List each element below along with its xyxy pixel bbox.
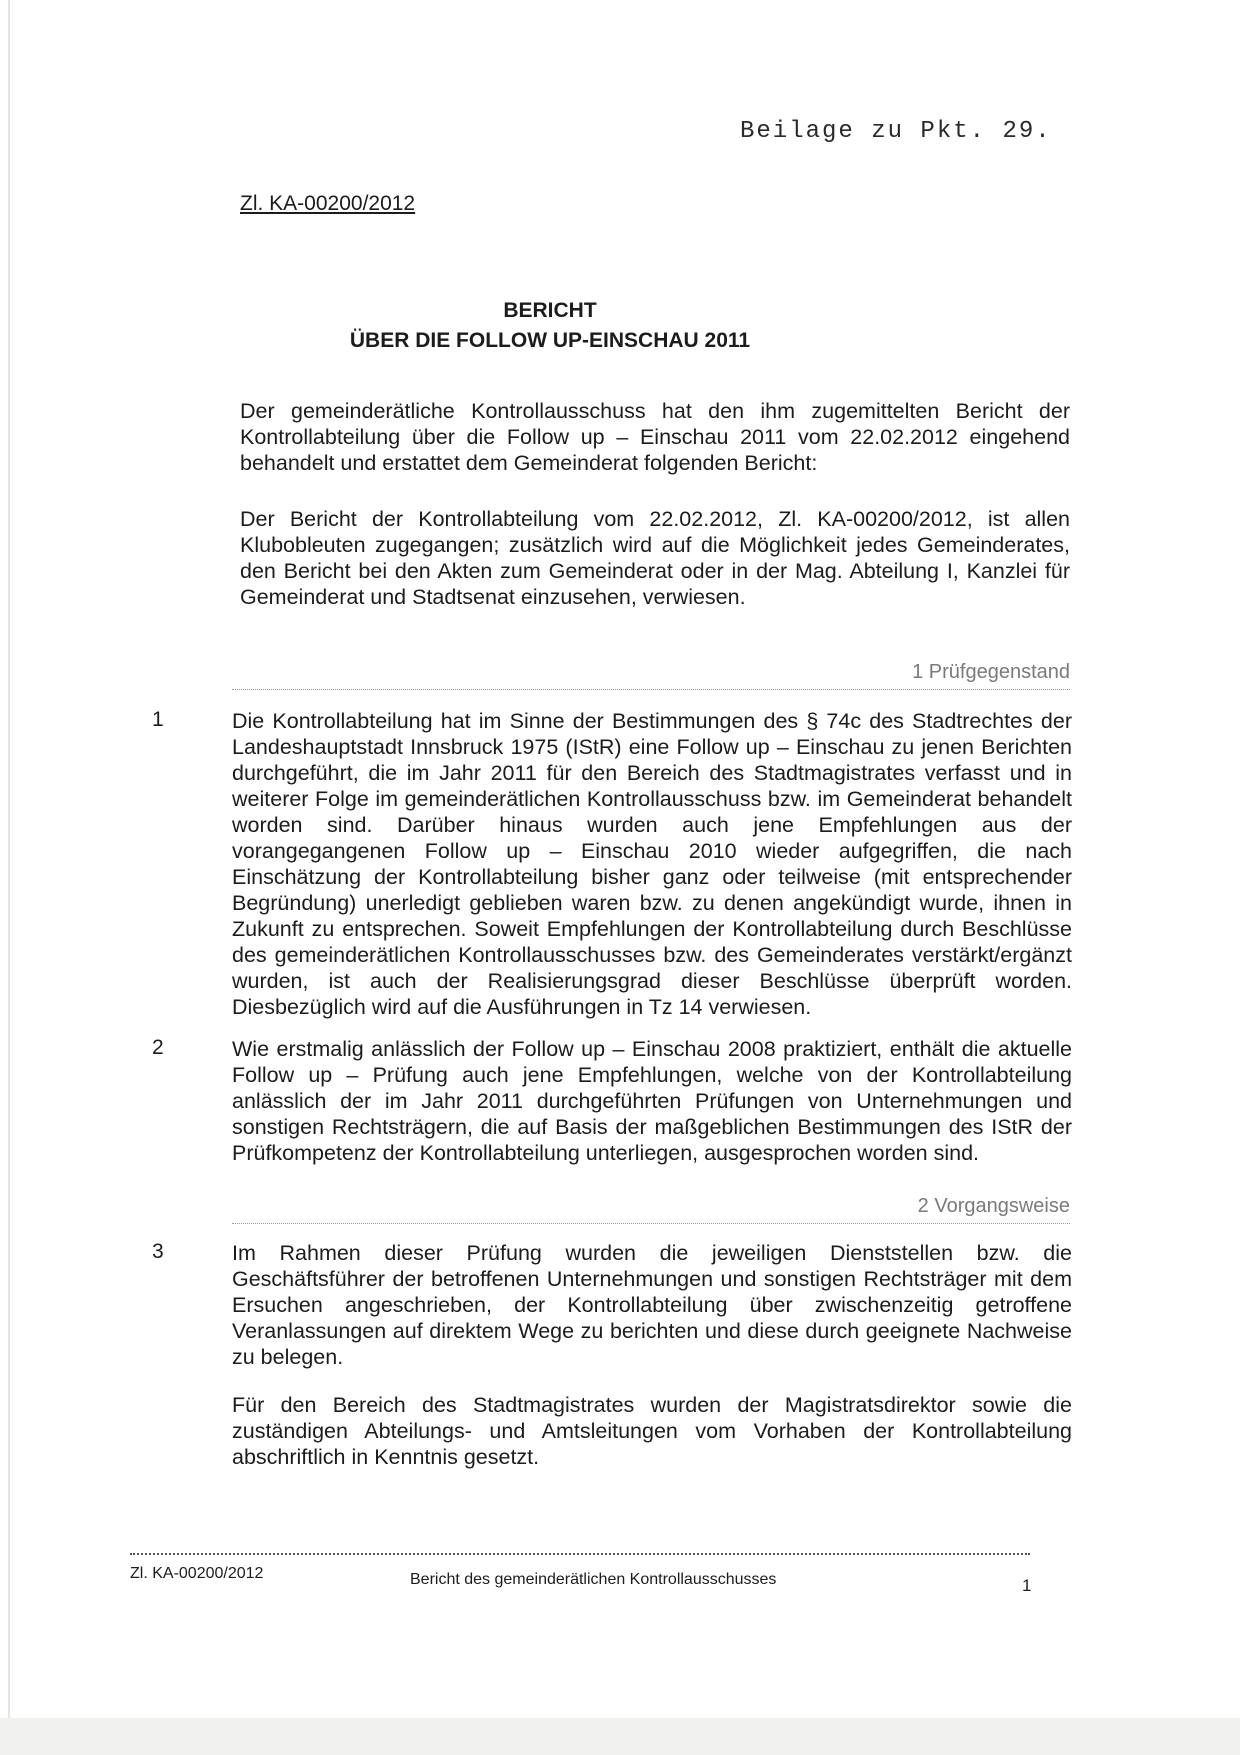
tz-paragraph: Für den Bereich des Stadtmagistrates wurden der Magistratsdirektor sowie die zuständigen Abteilungs- und Amtsleitungen vom Vorhaben der Kontrollabteilung abschriftlich in Kenntnis gesetzt.	[232, 1393, 1072, 1469]
footer-reference: Zl. KA-00200/2012	[130, 1565, 264, 1582]
section-rule	[232, 689, 1070, 690]
tz-number: 1	[152, 708, 164, 731]
scan-bottom-edge	[0, 1718, 1240, 1755]
section-heading	[232, 658, 1070, 690]
scan-edge	[8, 0, 10, 1755]
section-heading	[232, 1192, 1070, 1224]
section-title: 2 Vorgangsweise	[917, 1195, 1070, 1217]
intro-paragraph: Der Bericht der Kontrollabteilung vom 22.02.2012, Zl. KA-00200/2012, ist allen Klubobleuten zugegangen; zusätzlich wird auf die Möglichkeit jedes Gemeinderates, den Bericht bei den Akten zum Gemeinderat oder in der Mag. Abteilung I, Kanzlei für Gemeinderat und Stadtsenat einzusehen, verwiesen.	[240, 507, 1070, 609]
page-number: 1	[1022, 1576, 1032, 1595]
footer-title: Bericht des gemeinderätlichen Kontrollausschusses	[410, 1571, 777, 1588]
tz-number: 3	[152, 1240, 164, 1263]
attachment-note: Beilage zu Pkt. 29.	[740, 118, 1052, 145]
tz-paragraph: Wie erstmalig anlässlich der Follow up – Einschau 2008 praktiziert, enthält die aktuelle Follow up – Prüfung auch jene Empfehlungen, welche von der Kontrollabteilung anlässlich der im Jahr 2011 durchgeführten Prüfungen von Unternehmungen und sonstigen Rechtsträgern, die auf Basis der maßgeblichen Bestimmungen des IStR der Prüfkompetenz der Kontrollabteilung unterliegen, ausgesprochen worden sind.	[232, 1037, 1072, 1165]
footer-rule	[130, 1553, 1030, 1555]
document-title: BERICHT	[503, 299, 597, 322]
tz-paragraph: Im Rahmen dieser Prüfung wurden die jeweiligen Dienststellen bzw. die Geschäftsführer der betroffenen Unternehmungen und sonstigen Rechtsträger mit dem Ersuchen angeschrieben, der Kontrollabteilung über zwischenzeitig getroffene Veranlassungen auf direktem Wege zu berichten und diese durch geeignete Nachweise zu belegen.	[232, 1241, 1072, 1369]
tz-paragraph: Die Kontrollabteilung hat im Sinne der Bestimmungen des § 74c des Stadtrechtes der Landeshauptstadt Innsbruck 1975 (IStR) eine Follow up – Einschau zu jenen Berichten durchgeführt, die im Jahr 2011 für den Bereich des Stadtmagistrates verfasst und in weiterer Folge im gemeinderätlichen Kontrollausschuss bzw. im Gemeinderat behandelt worden sind. Darüber hinaus wurden auch jene Empfehlungen aus der vorangegangenen Follow up – Einschau 2010 wieder aufgegriffen, die nach Einschätzung der Kontrollabteilung bisher ganz oder teilweise (mit entsprechender Begründung) unerledigt geblieben waren bzw. zu denen angekündigt wurde, ihnen in Zukunft zu entsprechen. Soweit Empfehlungen der Kontrollabteilung durch Beschlüsse des gemeinderätlichen Kontrollausschusses bzw. des Gemeinderates verstärkt/ergänzt wurden, ist auch der Realisierungsgrad dieser Beschlüsse überprüft worden. Diesbezüglich wird auf die Ausführungen in Tz 14 verwiesen.	[232, 709, 1072, 1019]
document-subtitle: ÜBER DIE FOLLOW UP-EINSCHAU 2011	[349, 329, 751, 352]
reference-number: Zl. KA-00200/2012	[240, 192, 416, 215]
section-title: 1 Prüfgegenstand	[912, 661, 1070, 683]
section-rule	[232, 1223, 1070, 1224]
intro-paragraph: Der gemeinderätliche Kontrollausschuss hat den ihm zugemittelten Bericht der Kontrollabteilung über die Follow up – Einschau 2011 vom 22.02.2012 eingehend behandelt und erstattet dem Gemeinderat folgenden Bericht:	[240, 399, 1070, 475]
tz-number: 2	[152, 1036, 164, 1059]
